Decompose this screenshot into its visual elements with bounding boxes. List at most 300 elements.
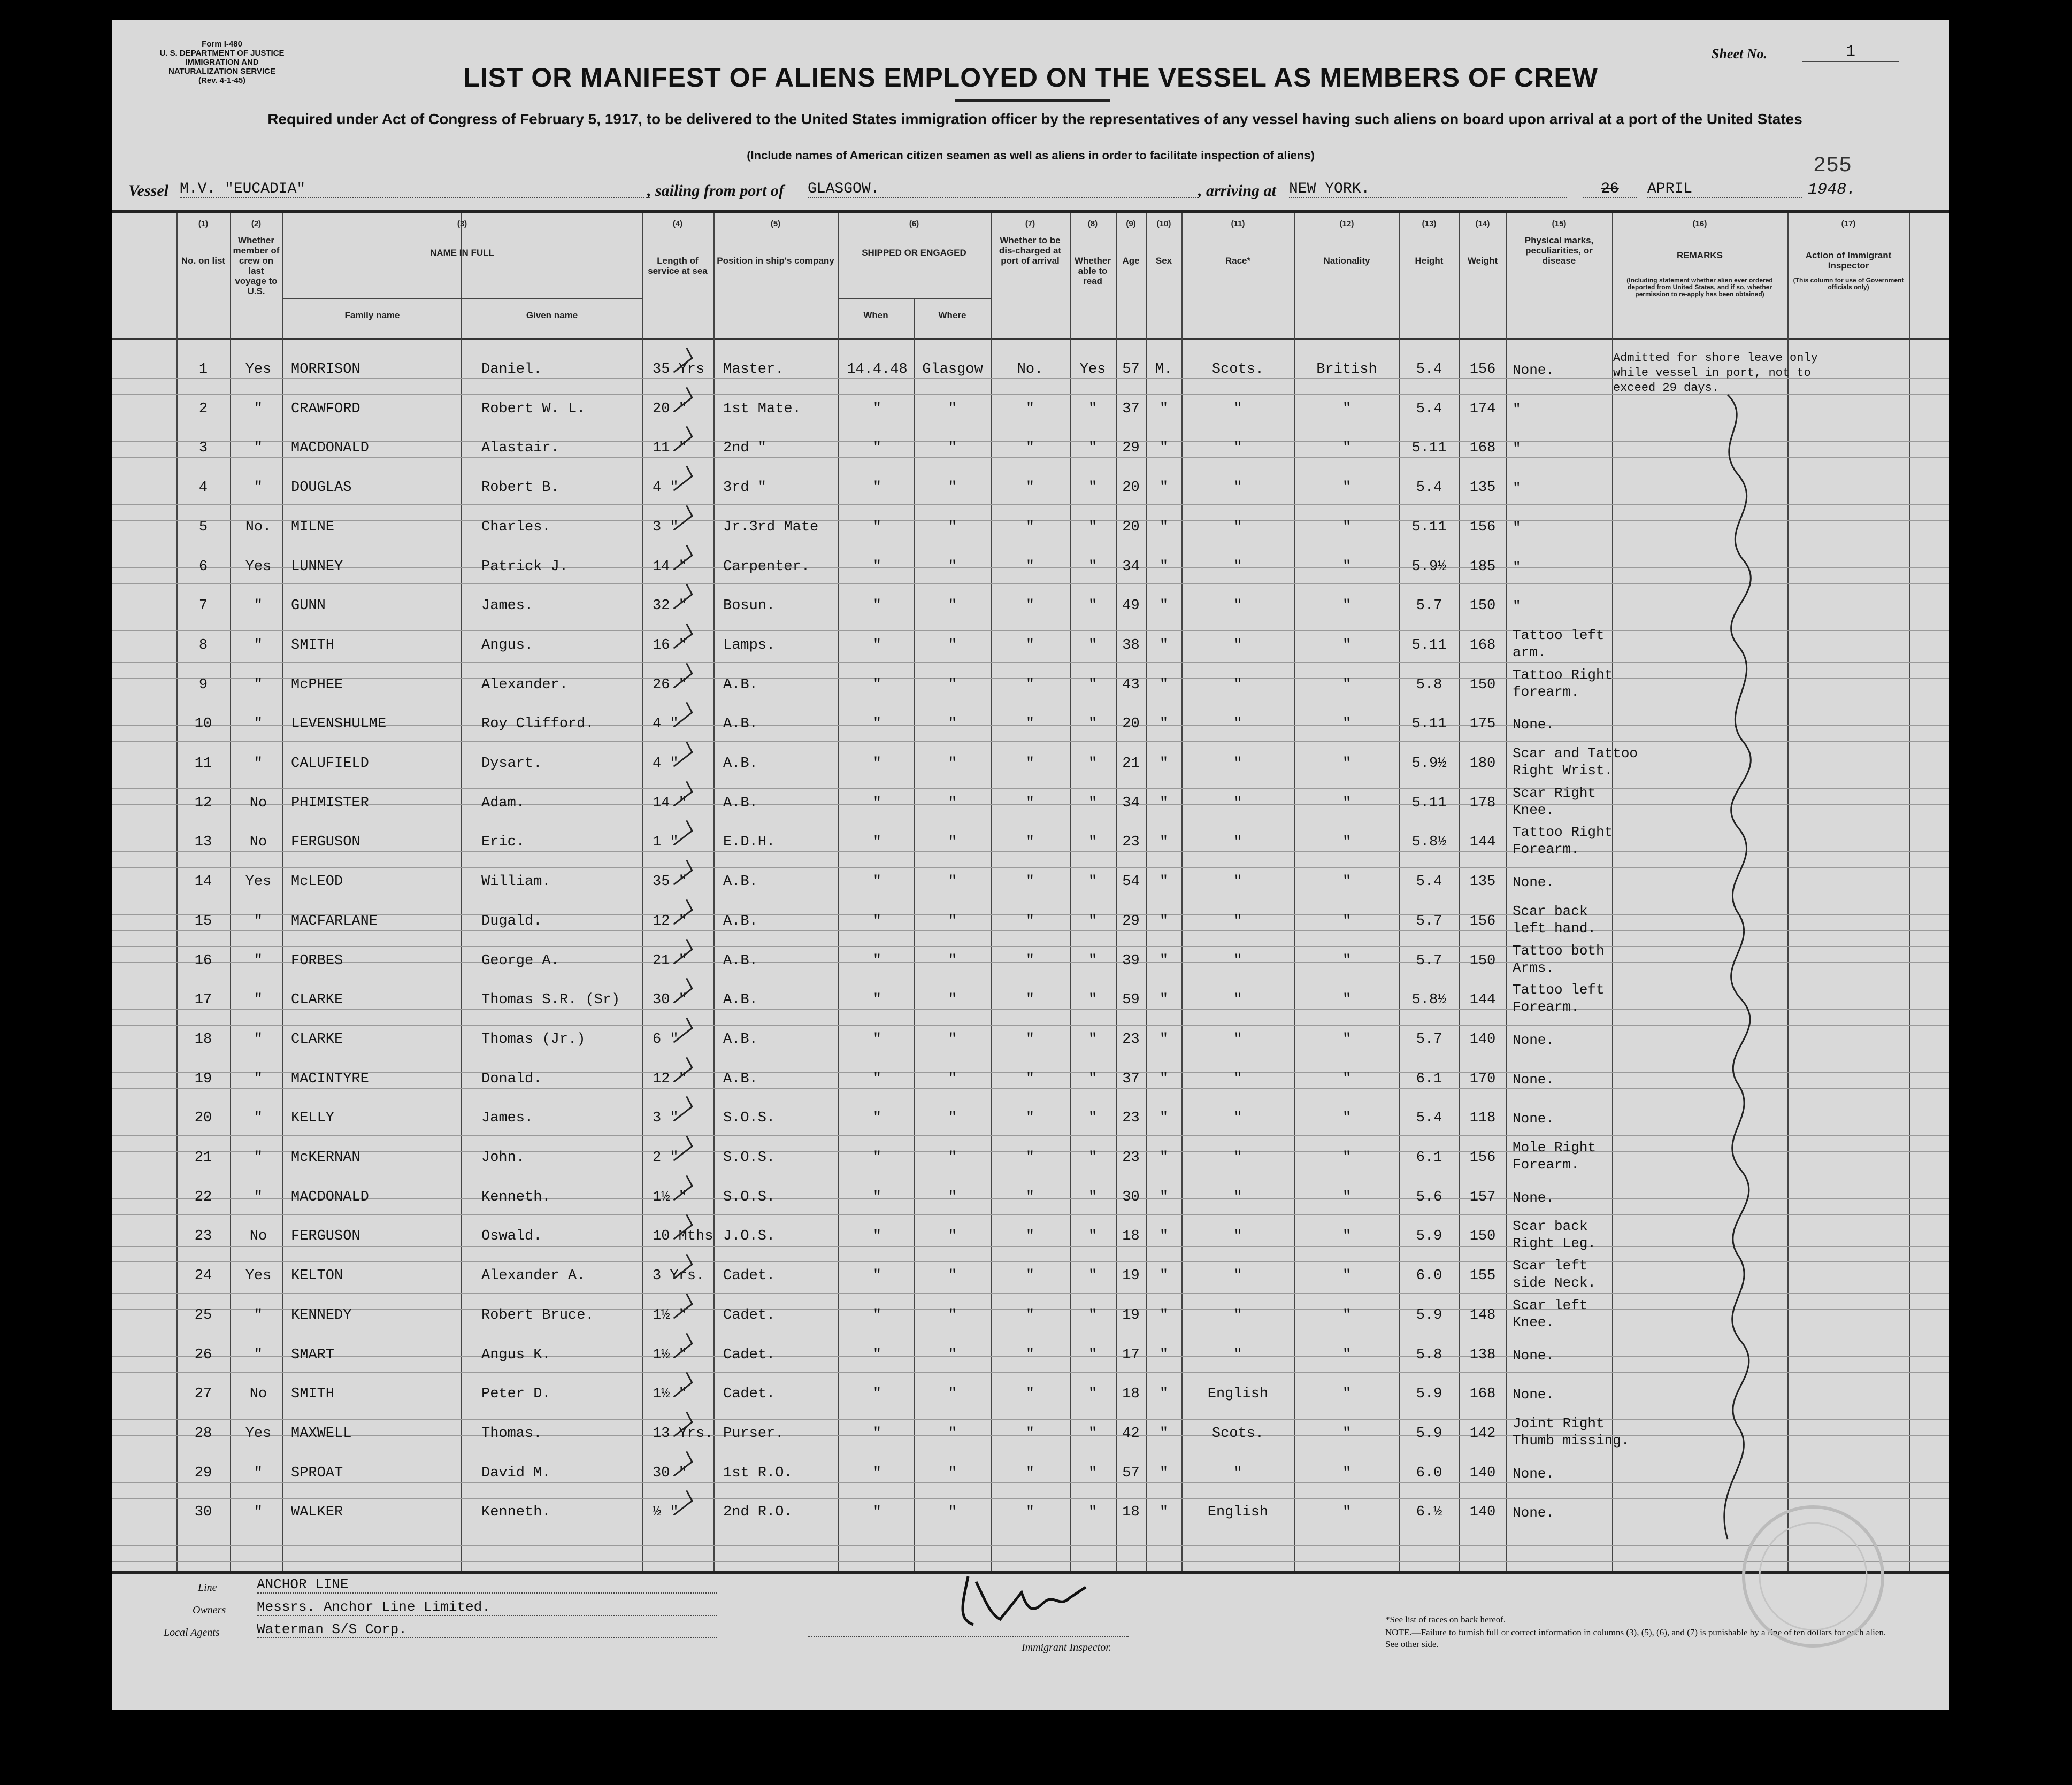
page-title: LIST OR MANIFEST OF ALIENS EMPLOYED ON THE VESSEL AS MEMBERS OF CREW [463, 63, 1598, 93]
service-length: 3 " [653, 1110, 679, 1127]
last-voyage: " [254, 1150, 263, 1166]
nationality: " [1342, 440, 1352, 457]
height: 5.7 [1416, 913, 1442, 929]
service-length: 26 " [653, 676, 687, 693]
row-number: 1 [198, 361, 208, 378]
service-length: 6 " [653, 1031, 679, 1048]
sex: " [1159, 598, 1169, 614]
shipped-where: " [948, 598, 957, 614]
ruled-line [112, 1419, 1949, 1420]
row-number: 18 [194, 1031, 212, 1048]
arrival-day: 26 [1583, 181, 1637, 198]
column-number: (2) [251, 219, 262, 228]
row-number: 15 [194, 913, 212, 929]
position: Bosun. [723, 598, 776, 614]
last-voyage: " [254, 1071, 263, 1087]
column-number: (16) [1692, 219, 1707, 228]
penalty-note: NOTE.—Failure to furnish full or correct information in columns (3), (5), (6), and (7) is punishable by a fine of ten dollars for each alien. See other side. [1385, 1627, 1886, 1649]
shipped-where: " [948, 1425, 957, 1442]
shipped-where: " [948, 558, 957, 575]
given-name: Peter D. [481, 1386, 551, 1403]
shipped-when: " [872, 913, 882, 929]
able-to-read: " [1088, 637, 1098, 653]
position: S.O.S. [723, 1150, 776, 1166]
family-name: FERGUSON [291, 834, 360, 851]
given-name: Dysart. [481, 756, 542, 772]
family-name: FORBES [291, 952, 343, 969]
row-number: 30 [194, 1504, 212, 1521]
physical-marks [1513, 1032, 1554, 1049]
physical-marks-line: " [1513, 519, 1521, 536]
able-to-read: " [1088, 1071, 1098, 1087]
physical-marks-line: Forearm. [1513, 1157, 1579, 1173]
position: A.B. [723, 913, 758, 929]
race: " [1233, 1031, 1242, 1048]
service-length: 11 " [653, 440, 687, 457]
race: " [1233, 401, 1242, 417]
family-name: DOUGLAS [291, 480, 352, 496]
shipped-when: " [872, 480, 882, 496]
able-to-read: " [1088, 1307, 1098, 1324]
sex: " [1159, 1465, 1169, 1481]
sex: " [1159, 558, 1169, 575]
column-header: NAME IN FULL [430, 248, 494, 258]
family-name: WALKER [291, 1504, 343, 1521]
race: " [1233, 1189, 1242, 1205]
ruled-line [112, 1088, 1949, 1089]
service-length: 1½ " [653, 1386, 687, 1403]
given-name: John. [481, 1150, 525, 1166]
given-name: Daniel. [481, 361, 542, 378]
ruled-line [112, 1135, 1949, 1136]
column-subheader: Given name [526, 310, 578, 320]
physical-marks-line: Tattoo Right [1513, 824, 1613, 841]
nationality: " [1342, 1268, 1352, 1284]
physical-marks-line: None. [1513, 1465, 1555, 1482]
family-name: FERGUSON [291, 1228, 360, 1245]
weight: 144 [1469, 834, 1496, 851]
discharged: " [1025, 1228, 1035, 1245]
row-number: 8 [198, 637, 208, 653]
given-name: Dugald. [481, 913, 542, 929]
given-name: Eric. [481, 834, 525, 851]
height: 5.8½ [1411, 992, 1447, 1009]
shipped-where: " [948, 1189, 957, 1205]
form-id-line: U. S. DEPARTMENT OF JUSTICE [159, 49, 285, 58]
last-voyage: " [254, 1465, 263, 1481]
sex: " [1159, 676, 1169, 693]
given-name: George A. [481, 952, 559, 969]
discharged: " [1025, 756, 1035, 772]
position: Cadet. [723, 1307, 776, 1324]
position: A.B. [723, 992, 758, 1009]
column-number: (14) [1475, 219, 1490, 228]
height: 5.9½ [1411, 756, 1447, 772]
nationality: " [1342, 1347, 1352, 1363]
column-subheader: Where [938, 310, 966, 320]
given-name: David M. [481, 1465, 551, 1481]
ruled-line [112, 630, 1949, 631]
race: " [1233, 558, 1242, 575]
age: 19 [1122, 1307, 1140, 1324]
age: 37 [1122, 401, 1140, 417]
able-to-read: Yes [1079, 361, 1106, 378]
column-subnote: (Including statement whether alien ever ordered deported from United States, and if so, whether permission to re-apply has been obtained) [1626, 276, 1773, 298]
able-to-read: " [1088, 795, 1098, 811]
height: 5.6 [1416, 1189, 1442, 1205]
physical-marks-line: Mole Right [1513, 1140, 1597, 1156]
shipped-where: " [948, 874, 957, 890]
position: J.O.S. [723, 1228, 776, 1245]
stamp-number: 255 [1813, 154, 1852, 178]
column-rule [1612, 213, 1613, 1571]
ruled-line [112, 1498, 1949, 1499]
age: 39 [1122, 952, 1140, 969]
sex: " [1159, 913, 1169, 929]
row-number: 19 [194, 1071, 212, 1087]
age: 20 [1122, 716, 1140, 733]
given-name: William. [481, 874, 551, 890]
age: 23 [1122, 1110, 1140, 1127]
last-voyage: " [254, 1347, 263, 1363]
service-length: 4 " [653, 756, 679, 772]
physical-marks [1513, 981, 1605, 1015]
height: 5.4 [1416, 480, 1442, 496]
row-number: 2 [198, 401, 208, 417]
ruled-line [112, 583, 1949, 584]
row-number: 10 [194, 716, 212, 733]
sex: " [1159, 874, 1169, 890]
ruled-line [112, 1372, 1949, 1373]
physical-marks-line: None. [1513, 1189, 1555, 1206]
remarks-line: Admitted for shore leave only [1613, 351, 1818, 365]
physical-marks [1513, 1415, 1629, 1449]
family-name: SPROAT [291, 1465, 343, 1481]
physical-marks-line: Scar left [1513, 1258, 1588, 1274]
able-to-read: " [1088, 558, 1098, 575]
service-length: 35 Yrs [653, 361, 705, 378]
able-to-read: " [1088, 598, 1098, 614]
shipped-when: " [872, 1071, 882, 1087]
weight: 135 [1469, 874, 1496, 890]
column-subnote: (This column for use of Government officials only) [1793, 276, 1904, 291]
family-name: GUNN [291, 598, 326, 614]
height: 5.7 [1416, 1031, 1442, 1048]
family-name: SMITH [291, 1386, 335, 1403]
official-seal-stamp [1733, 1496, 1893, 1657]
sex: " [1159, 440, 1169, 457]
physical-marks-line: Scar Right [1513, 784, 1597, 801]
height: 5.8 [1416, 676, 1442, 693]
able-to-read: " [1088, 1347, 1098, 1363]
family-name: MACDONALD [291, 1189, 369, 1205]
row-number: 24 [194, 1268, 212, 1284]
subheader-rule [282, 298, 642, 299]
service-length: 10 Mths [653, 1228, 713, 1245]
age: 23 [1122, 1031, 1140, 1048]
nationality: " [1342, 1031, 1352, 1048]
shipped-where: " [948, 1386, 957, 1403]
row-number: 11 [194, 756, 212, 772]
service-length: ½ " [653, 1504, 679, 1521]
age: 38 [1122, 637, 1140, 653]
position: Jr.3rd Mate [723, 519, 819, 535]
last-voyage: No [249, 834, 267, 851]
row-number: 5 [198, 519, 208, 535]
given-name: Alexander. [481, 676, 569, 693]
discharged: " [1025, 913, 1035, 929]
column-header: Race* [1225, 256, 1251, 266]
shipped-when: " [872, 992, 882, 1009]
last-voyage: " [254, 401, 263, 417]
family-name: SMITH [291, 637, 335, 653]
sex: " [1159, 1071, 1169, 1087]
family-name: MAXWELL [291, 1425, 352, 1442]
shipped-where: " [948, 1150, 957, 1166]
physical-marks [1513, 1071, 1554, 1088]
weight: 168 [1469, 1386, 1496, 1403]
physical-marks [1513, 361, 1554, 379]
discharged: " [1025, 1268, 1035, 1284]
family-name: CLARKE [291, 992, 343, 1009]
last-voyage: " [254, 1189, 263, 1205]
last-voyage: Yes [245, 874, 272, 890]
age: 21 [1122, 756, 1140, 772]
inspector-label: Immigrant Inspector. [1022, 1642, 1111, 1653]
family-name: SMART [291, 1347, 335, 1363]
column-number: (11) [1231, 219, 1245, 228]
row-number: 7 [198, 598, 208, 614]
physical-marks-line: Right Leg. [1513, 1235, 1597, 1252]
weight: 168 [1469, 637, 1496, 653]
physical-marks-line: Right Wrist. [1513, 763, 1613, 779]
line-label: Line [198, 1582, 217, 1594]
sheet-number: 1 [1802, 43, 1899, 62]
discharged: " [1025, 795, 1035, 811]
ruled-line [112, 851, 1949, 852]
height: 5.11 [1411, 440, 1447, 457]
last-voyage: " [254, 676, 263, 693]
port-from: GLASGOW. [808, 181, 1198, 198]
weight: 144 [1469, 992, 1496, 1009]
given-name: Charles. [481, 519, 551, 535]
service-length: 4 " [653, 480, 679, 496]
column-rule [1506, 213, 1507, 1571]
nationality: " [1342, 992, 1352, 1009]
weight: 118 [1469, 1110, 1496, 1127]
height: 5.8 [1416, 1347, 1442, 1363]
form-id-line: Form I-480 [202, 40, 242, 49]
service-length: 30 " [653, 1465, 687, 1481]
age: 59 [1122, 992, 1140, 1009]
physical-marks [1513, 1347, 1554, 1364]
service-length: 12 " [653, 1071, 687, 1087]
weight: 156 [1469, 913, 1496, 929]
weight: 138 [1469, 1347, 1496, 1363]
able-to-read: " [1088, 1465, 1098, 1481]
physical-marks [1513, 716, 1554, 733]
ruled-line [112, 788, 1949, 789]
able-to-read: " [1088, 1189, 1098, 1205]
column-header: SHIPPED OR ENGAGED [862, 248, 966, 258]
given-name: Angus K. [481, 1347, 551, 1363]
physical-marks [1513, 627, 1605, 661]
service-length: 35 " [653, 874, 687, 890]
remarks-line: while vessel in port, not to [1613, 366, 1811, 380]
discharged: " [1025, 834, 1035, 851]
weight: 156 [1469, 519, 1496, 535]
weight: 140 [1469, 1465, 1496, 1481]
physical-marks [1513, 666, 1613, 701]
shipped-where: " [948, 1228, 957, 1245]
discharged: No. [1017, 361, 1043, 378]
height: 5.11 [1411, 716, 1447, 733]
nationality: " [1342, 1465, 1352, 1481]
height: 6.½ [1416, 1504, 1442, 1521]
family-name: KELLY [291, 1110, 335, 1127]
height: 5.4 [1416, 361, 1442, 378]
weight: 135 [1469, 480, 1496, 496]
ruled-line [112, 1293, 1949, 1294]
weight: 155 [1469, 1268, 1496, 1284]
sex: " [1159, 1386, 1169, 1403]
age: 34 [1122, 558, 1140, 575]
family-name: CRAWFORD [291, 401, 360, 417]
weight: 178 [1469, 795, 1496, 811]
shipped-when: " [872, 440, 882, 457]
height: 6.0 [1416, 1268, 1442, 1284]
shipped-when: " [872, 519, 882, 535]
given-name: James. [481, 598, 534, 614]
last-voyage: " [254, 756, 263, 772]
position: A.B. [723, 952, 758, 969]
shipped-where: " [948, 795, 957, 811]
weight: 148 [1469, 1307, 1496, 1324]
nationality: " [1342, 1110, 1352, 1127]
physical-marks-line: None. [1513, 874, 1555, 891]
family-name: KENNEDY [291, 1307, 352, 1324]
ruled-line [112, 457, 1949, 458]
sex: " [1159, 1307, 1169, 1324]
inspector-signature [947, 1560, 1118, 1646]
height: 5.9 [1416, 1386, 1442, 1403]
shipped-where: " [948, 480, 957, 496]
able-to-read: " [1088, 1228, 1098, 1245]
nationality: " [1342, 1071, 1352, 1087]
column-number: (7) [1025, 219, 1035, 228]
vessel-name: M.V. "EUCADIA" [180, 181, 650, 198]
column-number: (15) [1552, 219, 1567, 228]
family-name: MORRISON [291, 361, 360, 378]
able-to-read: " [1088, 676, 1098, 693]
shipped-where: " [948, 1347, 957, 1363]
column-header: Sex [1155, 256, 1172, 266]
shipped-when: " [872, 795, 882, 811]
nationality: " [1342, 874, 1352, 890]
sailing-label: , sailing from port of [647, 182, 784, 199]
height: 5.7 [1416, 598, 1442, 614]
position: A.B. [723, 874, 758, 890]
statutory-text: Required under Act of Congress of February 5, 1917, to be delivered to the United States immigration officer by the representatives of any vessel having such aliens on board upon arrival at a port of the United States [267, 111, 1802, 127]
service-length: 30 " [653, 992, 687, 1009]
family-name: LUNNEY [291, 558, 343, 575]
physical-marks-line: Scar and Tattoo [1513, 745, 1638, 761]
physical-marks-line: " [1513, 480, 1521, 497]
age: 17 [1122, 1347, 1140, 1363]
line-value: ANCHOR LINE [257, 1576, 717, 1594]
race: " [1233, 1307, 1242, 1324]
last-voyage: No [249, 1386, 267, 1403]
last-voyage: " [254, 952, 263, 969]
family-name: McKERNAN [291, 1150, 360, 1166]
nationality: " [1342, 519, 1352, 535]
shipped-where: " [948, 440, 957, 457]
age: 18 [1122, 1228, 1140, 1245]
ruled-line [112, 1214, 1949, 1215]
shipped-when: " [872, 952, 882, 969]
nationality: " [1342, 1150, 1352, 1166]
race: " [1233, 756, 1242, 772]
remarks-line: exceed 29 days. [1613, 381, 1720, 395]
column-number: (12) [1339, 219, 1354, 228]
physical-marks [1513, 1297, 1587, 1331]
nationality: " [1342, 401, 1352, 417]
row-number: 29 [194, 1465, 212, 1481]
family-name: MILNE [291, 519, 335, 535]
header-divider [112, 338, 1949, 340]
age: 20 [1122, 519, 1140, 535]
last-voyage: No. [245, 519, 272, 535]
family-name: MACFARLANE [291, 913, 378, 929]
column-header: REMARKS [1677, 250, 1723, 260]
column-rule [230, 213, 231, 1571]
nationality: " [1342, 1386, 1352, 1403]
discharged: " [1025, 952, 1035, 969]
weight: 180 [1469, 756, 1496, 772]
given-name: Alexander A. [481, 1268, 586, 1284]
position: S.O.S. [723, 1110, 776, 1127]
shipped-where: " [948, 676, 957, 693]
physical-marks [1513, 1465, 1554, 1482]
agents-label: Local Agents [164, 1627, 220, 1638]
physical-marks-line: None. [1513, 362, 1555, 378]
last-voyage: Yes [245, 558, 272, 575]
shipped-where: " [948, 992, 957, 1009]
position: A.B. [723, 756, 758, 772]
weight: 150 [1469, 676, 1496, 693]
position: A.B. [723, 795, 758, 811]
discharged: " [1025, 992, 1035, 1009]
last-voyage: " [254, 480, 263, 496]
vessel-label: Vessel [128, 182, 168, 199]
service-length: 21 " [653, 952, 687, 969]
nationality: " [1342, 558, 1352, 575]
column-header: Height [1415, 256, 1444, 266]
shipped-when: " [872, 1189, 882, 1205]
race: " [1233, 676, 1242, 693]
row-number: 3 [198, 440, 208, 457]
row-number: 25 [194, 1307, 212, 1324]
last-voyage: " [254, 598, 263, 614]
shipped-where: " [948, 913, 957, 929]
physical-marks [1513, 598, 1521, 615]
last-voyage: Yes [245, 1268, 272, 1284]
race: " [1233, 1110, 1242, 1127]
discharged: " [1025, 1465, 1035, 1481]
race: " [1233, 1071, 1242, 1087]
ruled-line [112, 1482, 1949, 1483]
sex: " [1159, 834, 1169, 851]
